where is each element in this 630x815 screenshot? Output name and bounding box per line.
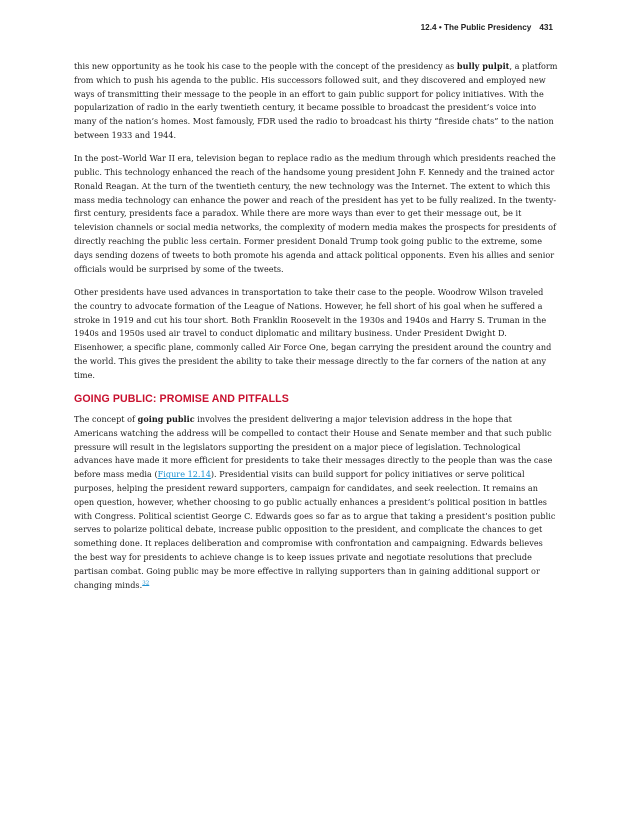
- running-header: [0, 23, 553, 32]
- figure-link[interactable]: Figure 12.14: [157, 469, 211, 480]
- paragraph-text: involves the president delivering a major television address in the hope that Americans watching the address will be compelled to contact their House and Senate member and that such public pressure will result in the legislators supporting the president on a major piece of legislation. Technological advances have made it more efficient for presidents to take their messages directly to the people than was the case before mass media (: [74, 414, 553, 480]
- paragraph-text: this new opportunity as he took his case to the people with the concept of the presidency as: [74, 61, 457, 71]
- paragraph-television: In the post–World War II era, television began to replace radio as the medium through which presidents reached the public. This technology enhanced the reach of the handsome young president John F. Kennedy and the trained actor Ronald Reagan. At the turn of the twentieth century, the new technology was the Internet. The extent to which this mass media technology can enhance the power and reach of the president has yet to be fully realized. In the twenty-first century, presidents face a paradox. While there are more ways than ever to get their message out, be it television channels or social media networks, the complexity of modern media makes the prospects for presidents of directly reaching the public less certain. Former president Donald Trump took going public to the extreme, some days sending dozens of tweets to both promote his agenda and attack political opponents. Even his allies and senior officials would be surprised by some of the tweets.: [74, 153, 557, 274]
- section-heading: GOING PUBLIC: PROMISE AND PITFALLS: [74, 393, 289, 406]
- footnote-link[interactable]: 32: [142, 579, 150, 586]
- page-number: 431: [539, 23, 553, 32]
- paragraph-text: , a platform from which to push his agenda to the public. His successors followed suit, and they discovered and employed new ways of transmitting their message to the people in an effort to gain public support for policy initiatives. With the popularization of radio in the early twentieth century, it became possible to broadcast the president’s voice into many of the nation’s homes. Most famously, FDR used the radio to broadcast his thirty “fireside chats” to the nation between 1933 and 1944.: [74, 61, 558, 140]
- page-body: [74, 60, 558, 602]
- paragraph-going-public: [74, 413, 558, 592]
- paragraph-transportation: Other presidents have used advances in transportation to take their case to the people. Woodrow Wilson traveled the country to advocate formation of the League of Nations. However, he fell short of his goal when he suffered a stroke in 1919 and cut his tour short. Both Franklin Roosevelt in the 1930s and 1940s and Harry S. Truman in the 1940s and 1950s used air travel to conduct diplomatic and military business. Under President Dwight D. Eisenhower, a specific plane, commonly called Air Force One, began carrying the president around the country and the world. This gives the president the ability to take their message directly to the far corners of the nation at any time.: [74, 286, 552, 380]
- paragraph-text: ). Presidential visits can build support for policy initiatives or serve political purposes, helping the president reward supporters, campaign for candidates, and seek reelection. It remains an open question, however, whether choosing to go public actually enhances a president’s political position in battles with Congress. Political scientist George C. Edwards goes so far as to argue that taking a president’s position public serves to polarize political debate, increase public opposition to the president, and complicate the chances to get something done. It replaces deliberation and compromise with confrontation and campaigning. Edwards believes the best way for presidents to achieve change is to keep issues private and negotiate resolutions that preclude partisan combat. Going public may be more effective in rallying supporters than in gaining additional support or changing minds.: [74, 469, 556, 590]
- header-section-title: 12.4 • The Public Presidency: [420, 23, 532, 32]
- key-term-bully-pulpit: bully pulpit: [456, 61, 510, 71]
- paragraph-bully-pulpit: [74, 60, 558, 143]
- paragraph-text: The concept of: [74, 414, 138, 425]
- key-term-going-public: going public: [137, 414, 195, 425]
